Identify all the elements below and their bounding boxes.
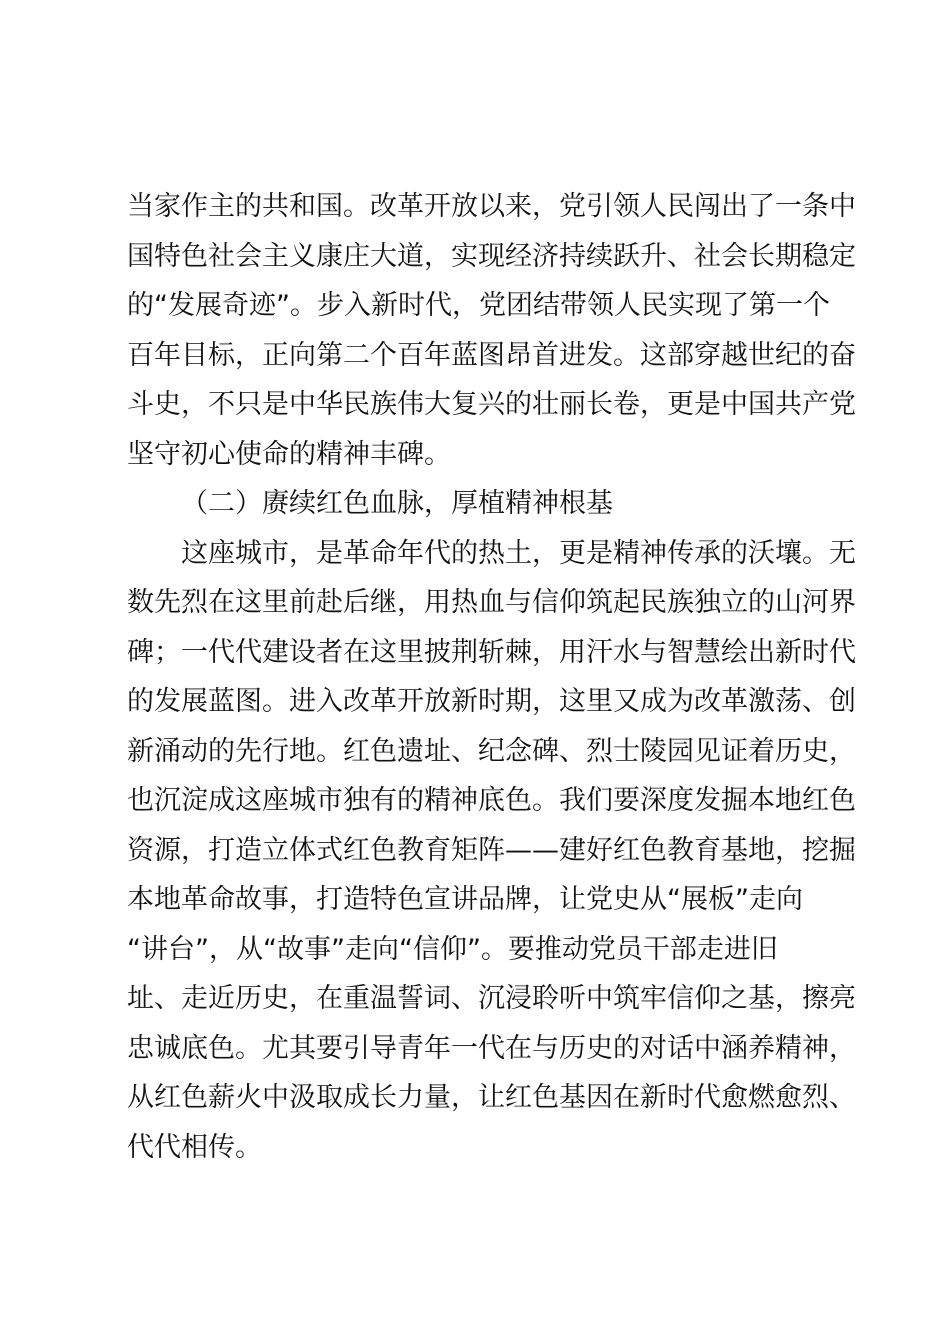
text-line: 的“发展奇迹”。步入新时代，党团结带领人民实现了第一个: [127, 290, 830, 321]
text-line: 代代相传。: [127, 1131, 262, 1163]
text-line: 数先烈在这里前赴后继，用热血与信仰筑起民族独立的山河界: [127, 587, 856, 618]
text-line: 坚守初心使命的精神丰碑。: [127, 438, 451, 470]
text-line: 址、走近历史，在重温誓词、沉浸聆听中筑牢信仰之基，擦亮: [127, 983, 856, 1014]
paragraph-2: [127, 529, 856, 1173]
text-line: 这座城市，是革命年代的热土，更是精神传承的沃壤。无: [181, 537, 856, 569]
text-line: 的发展蓝图。进入改革开放新时期，这里又成为改革激荡、创: [127, 686, 856, 717]
text-line: 新涌动的先行地。红色遗址、纪念碑、烈士陵园见证着历史，: [127, 735, 856, 767]
text-line: 国特色社会主义康庄大道，实现经济持续跃升、社会长期稳定: [127, 240, 856, 272]
text-line: 百年目标，正向第二个百年蓝图昂首进发。这部穿越世纪的奋: [127, 339, 856, 371]
text-line: 也沉淀成这座城市独有的精神底色。我们要深度发掘本地红色: [127, 785, 856, 816]
text-line: 从红色薪火中汲取成长力量，让红色基因在新时代愈燃愈烈、: [127, 1082, 856, 1113]
text-line: 忠诚底色。尤其要引导青年一代在与历史的对话中涵养精神，: [127, 1032, 856, 1064]
paragraph-1: [127, 182, 856, 479]
text-line: 碑；一代代建设者在这里披荆斩棘，用汗水与智慧绘出新时代: [127, 636, 856, 668]
text-line: “讲台”，从“故事”走向“信仰”。要推动党员干部走进旧: [127, 933, 778, 965]
text-line: 资源，打造立体式红色教育矩阵——建好红色教育基地，挖掘: [127, 834, 856, 866]
section-heading: （二）赓续红色血脉，厚植精神根基: [181, 488, 613, 519]
document-body: [127, 182, 856, 1172]
text-line: 斗史，不只是中华民族伟大复兴的壮丽长卷，更是中国共产党: [127, 389, 856, 420]
text-line: 当家作主的共和国。改革开放以来，党引领人民闯出了一条中: [127, 191, 856, 222]
text-line: 本地革命故事，打造特色宣讲品牌，让党史从“展板”走向: [127, 884, 803, 915]
